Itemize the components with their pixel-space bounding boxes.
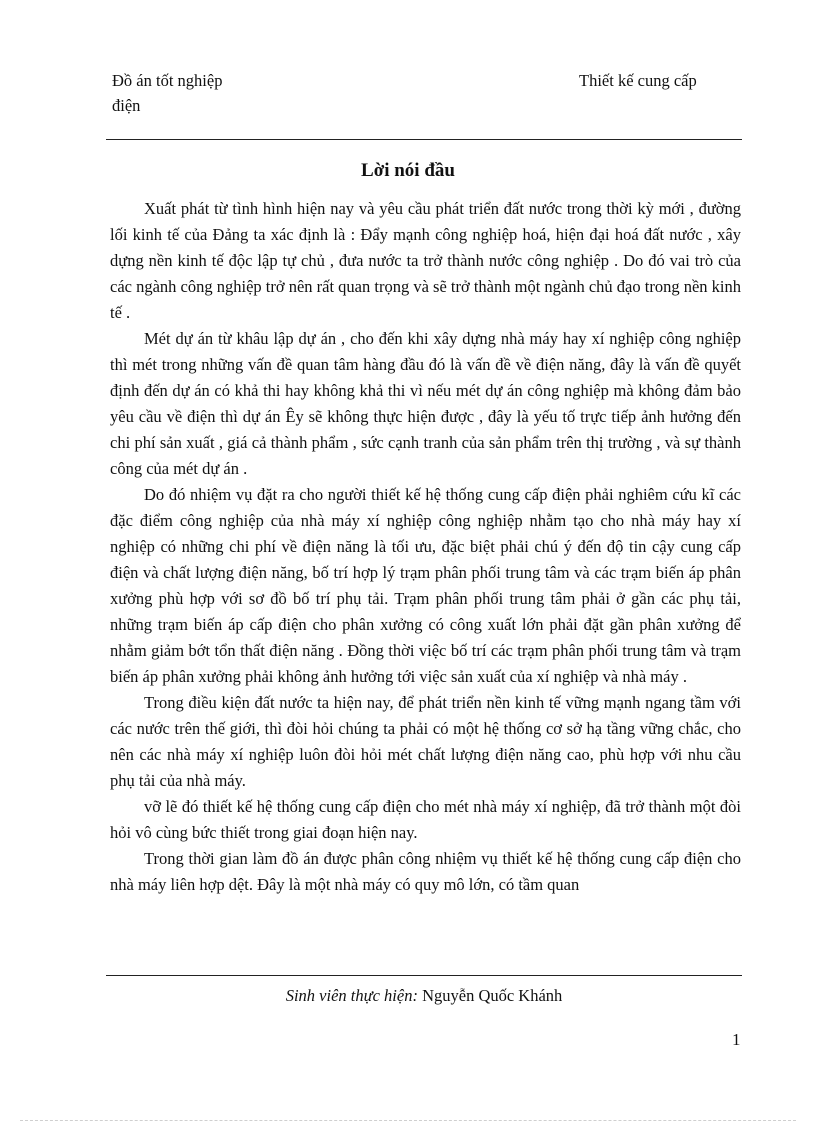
page-number: 1 (732, 1030, 741, 1049)
paragraph-3: Do đó nhiệm vụ đặt ra cho người thiết kế hệ thống cung cấp điện phải nghiêm cứu kĩ các đặc điểm công nghiệp của nhà máy xí nghiệp công nghiệp nhằm tạo cho nhà máy hay xí nghiệp có những chi phí về điện năng là tối ưu, đặc biệt phải chú ý đến độ tin cậy cung cấp điện và chất lượng điện năng, bố trí hợp lý trạm phân phối trung tâm và các trạm biến áp phân xưởng phù hợp với sơ đồ bố trí phụ tải. Trạm phân phối trung tâm phải ở gần các phụ tải, những trạm biến áp cấp điện cho phân xưởng có công xuất lớn phải đặt gần phân xưởng để nhằm giảm bớt tổn thất điện năng . Đồng thời việc bố trí các trạm phân phối trung tâm và trạm biến áp phân xưởng phải không ảnh hưởng tới việc sản xuất của xí nghiệp và nhà máy . (110, 485, 741, 686)
footer (0, 984, 816, 1008)
footer-label: Sinh viên thực hiện: (285, 986, 418, 1005)
header-right: Thiết kế cung cấp (579, 71, 697, 90)
footer-divider (106, 975, 742, 976)
paragraph-4: Trong điều kiện đất nước ta hiện nay, để phát triển nền kinh tế vững mạnh ngang tầm với các nước trên thế giới, thì đòi hỏi chúng ta phải có một hệ thống cơ sở hạ tầng vững chắc, cho nên các nhà máy xí nghiệp luôn đòi hỏi mét chất lượng điện năng cao, phù hợp với nhu cầu phụ tải của nhà máy. (110, 693, 741, 790)
header-left-line2: điện (112, 96, 141, 115)
page-title: Lời nói đầu (361, 160, 455, 181)
header-left-line1: Đồ án tốt nghiệp (112, 71, 223, 90)
body-text (110, 196, 741, 898)
header-divider (106, 139, 742, 140)
paragraph-6: Trong thời gian làm đồ án được phân công nhiệm vụ thiết kế hệ thống cung cấp điện cho nhà máy liên hợp dệt. Đây là một nhà máy có quy mô lớn, có tầm quan (110, 849, 741, 894)
paragraph-1: Xuất phát từ tình hình hiện nay và yêu cầu phát triển đất nước trong thời kỳ mới , đường lối kinh tế của Đảng ta xác định là : Đẩy mạnh công nghiệp hoá, hiện đại hoá đất nước , xây dựng nền kinh tế độc lập tự chủ , đưa nước ta trở thành nước công nghiệp . Do đó vai trò của các ngành công nghiệp trở nên rất quan trọng và sẽ trở thành một ngành chủ đạo trong nền kinh tế . (110, 199, 741, 322)
paragraph-2: Mét dự án từ khâu lập dự án , cho đến khi xây dựng nhà máy hay xí nghiệp công nghiệp thì mét trong những vấn đề quan tâm hàng đầu đó là vấn đề về điện năng, đây là vấn đề quyết định đến dự án có khả thi hay không khả thi vì nếu mét dự án công nghiệp mà không đảm bảo yêu cầu về điện thì dự án Êy sẽ không thực hiện được , đây là yếu tố trực tiếp ảnh hưởng đến chi phí sản xuất , giá cả thành phẩm , sức cạnh tranh của sản phẩm trên thị trường , và sự thành công của mét dự án . (110, 329, 741, 478)
page-edge (20, 1120, 796, 1121)
student-name: Nguyễn Quốc Khánh (422, 986, 563, 1005)
paragraph-5: vỡ lẽ đó thiết kế hệ thống cung cấp điện cho mét nhà máy xí nghiệp, đã trở thành một đòi hỏi vô cùng bức thiết trong giai đoạn hiện nay. (110, 797, 741, 842)
header-left (112, 68, 222, 118)
